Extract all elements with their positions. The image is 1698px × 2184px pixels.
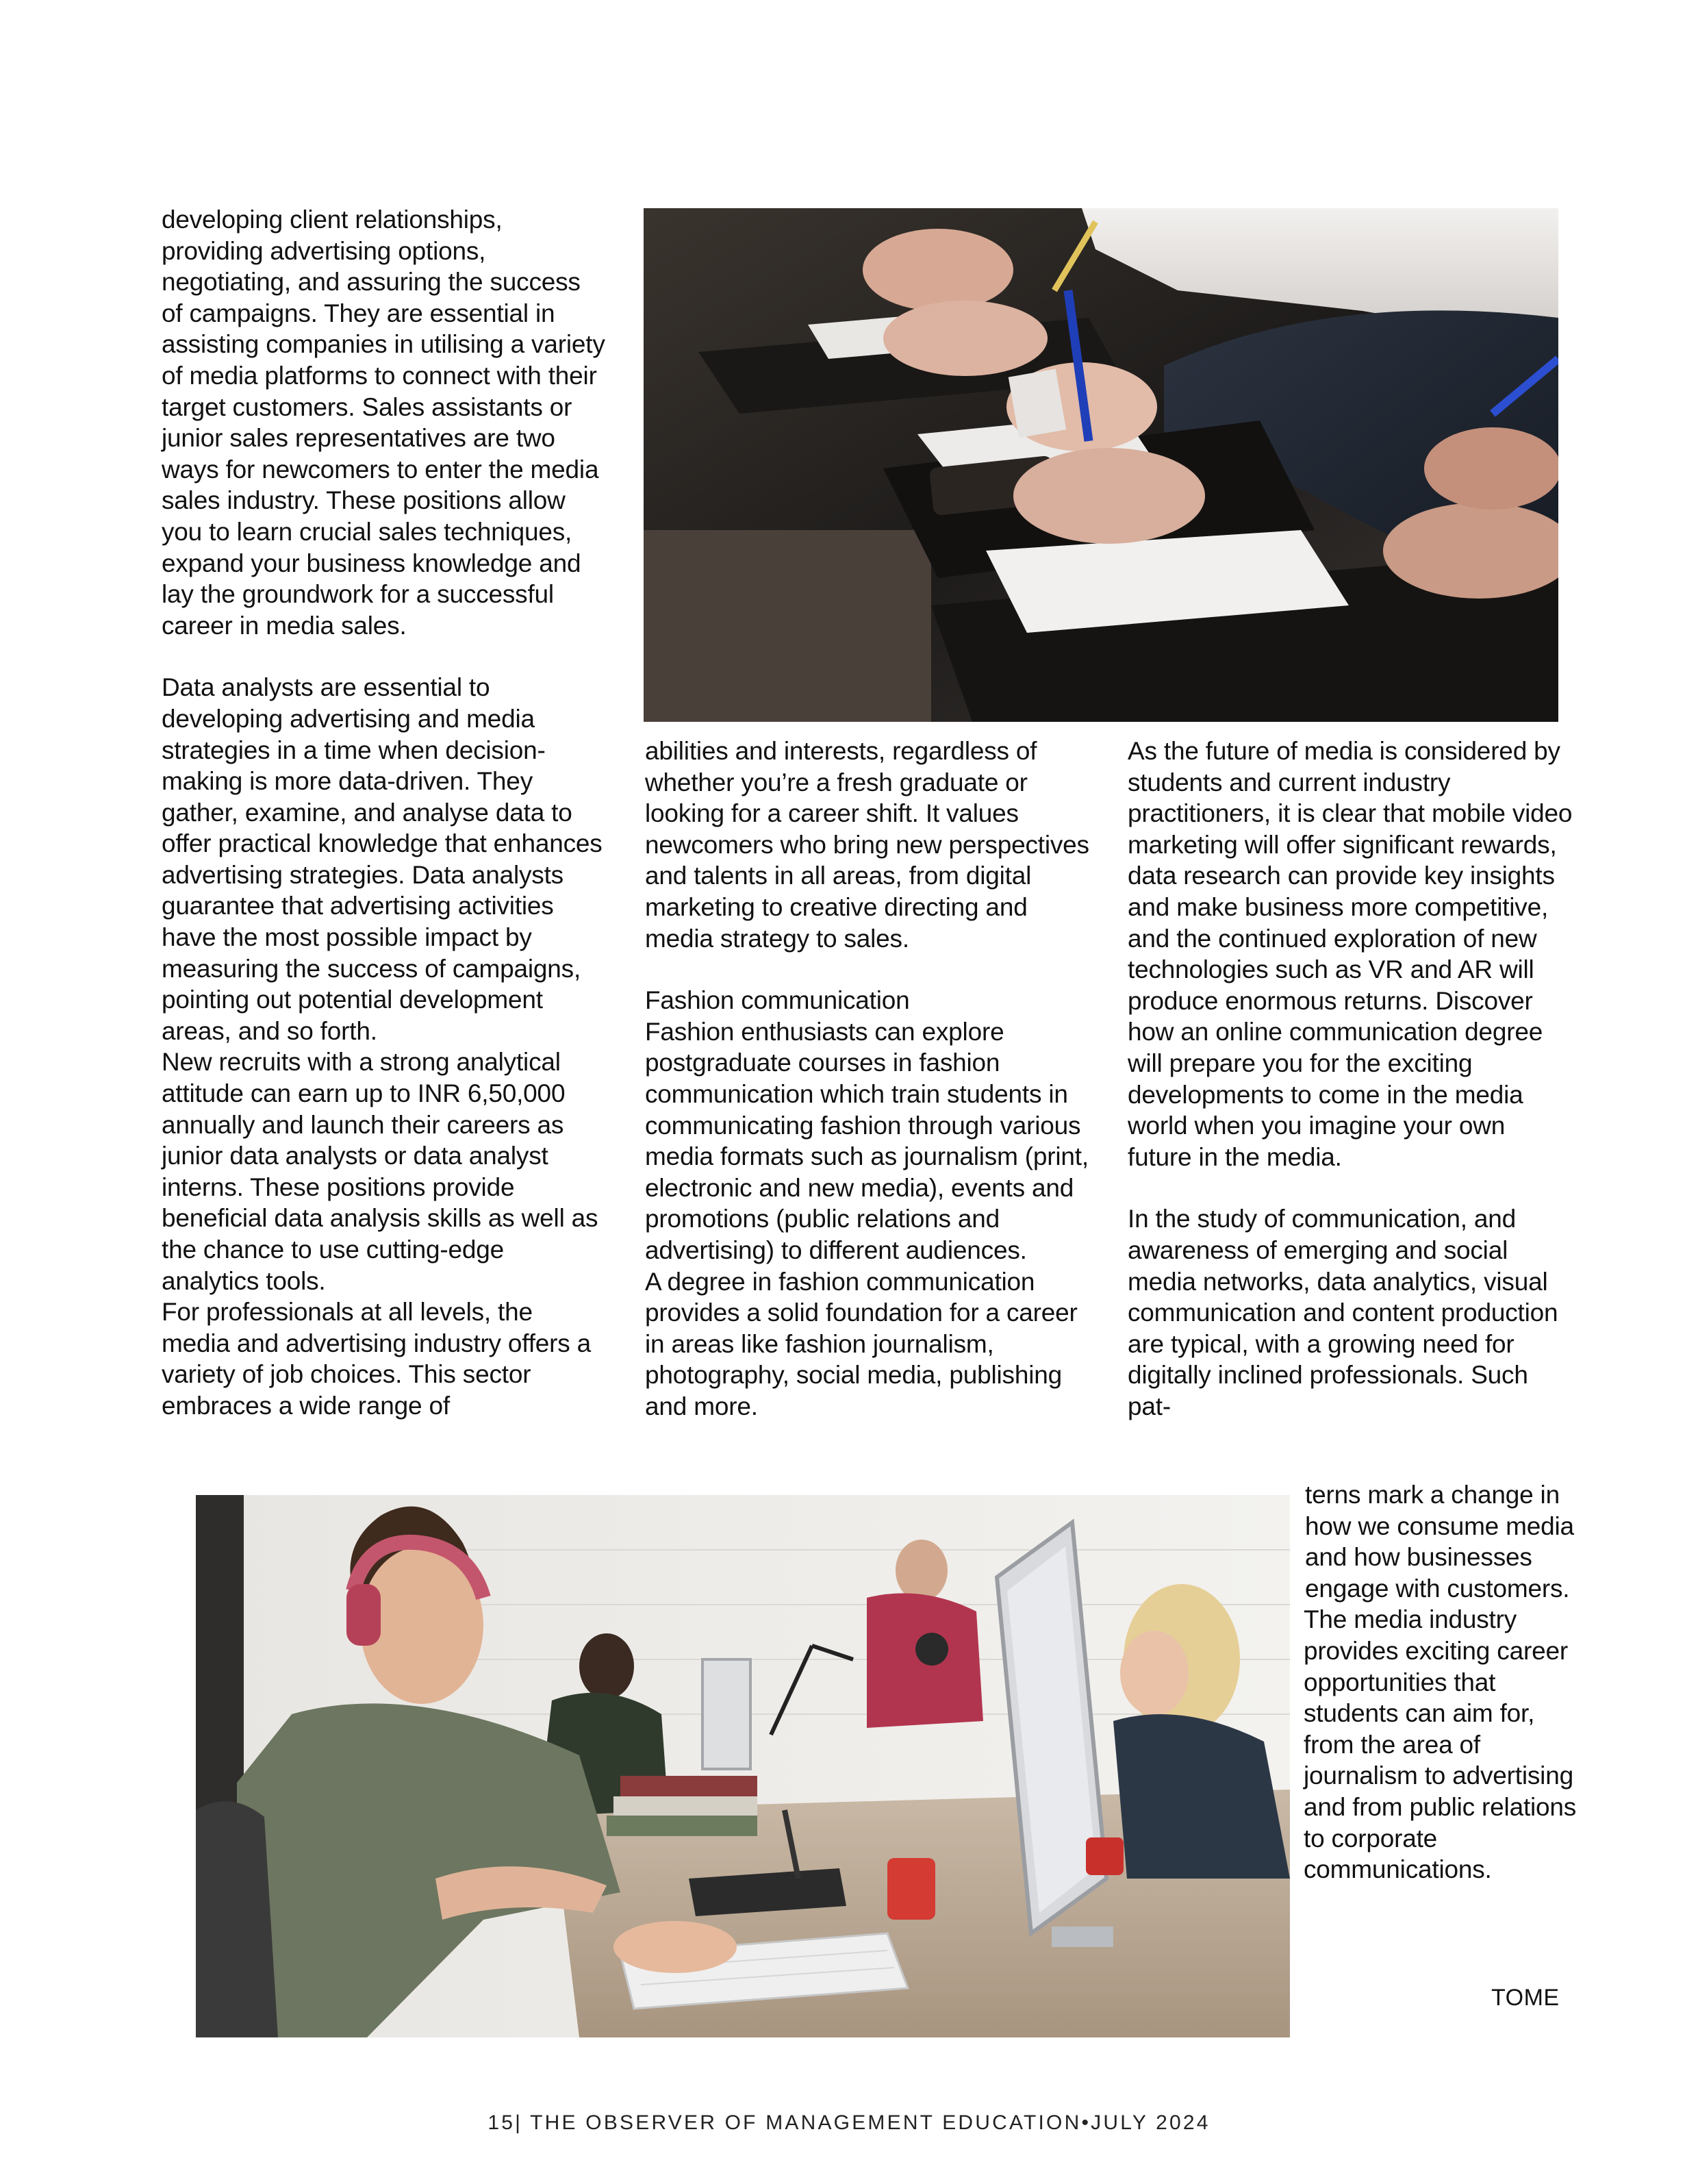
paragraph: Fashion enthusiasts can explore postgraduate courses in fashion communication which train students in communicating fashion through various media formats such as journalism (print, electronic and new media), events and promotions (public relations and advertising) to different audiences. (645, 1017, 1089, 1264)
page-number: 15 (487, 2111, 516, 2134)
footer-separator: | (515, 2111, 531, 2134)
paragraph: developing client relationships, providing advertising options, negotiating, and assuring the success of campaigns. They are essential in assisting companies in utilising a variety of media platforms to connect with their target customers. Sales assistants or junior sales representatives are two ways for newcomers to enter the media sales industry. These positions allow you to learn crucial sales techniques, expand your business knowledge and lay the groundwork for a successful career in media sales. (162, 205, 605, 640)
paragraph: Data analysts are essential to developing advertising and media strategies in a time when decision-making is more data-driven. They gather, examine, and analyse data to offer practical knowledge that enhances advertising strategies. Data analysts guarantee that advertising activities have the most possible impact by measuring the success of campaigns, pointing out potential development areas, and so forth. (162, 673, 603, 1045)
photo-students-writing (644, 208, 1558, 722)
photo-office-workers (196, 1495, 1290, 2037)
paragraph: New recruits with a strong analytical attitude can earn up to INR 6,50,000 annually and launch their careers as junior data analysts or data analyst interns. These positions provide beneficial data analysis skills as well as the chance to use cutting-edge analytics tools. (162, 1048, 598, 1295)
section-heading: Fashion communication (645, 986, 910, 1015)
paragraph: In the study of communication, and awareness of emerging and social media networks, data analytics, visual communication and content production are typical, with a growing need for digitally inclined professionals. Such pat- (1128, 1205, 1558, 1420)
article-column-3 (1128, 736, 1573, 1422)
author-signature: TOME (1491, 1985, 1560, 2011)
page-footer (0, 2111, 1698, 2135)
publication-info: THE OBSERVER OF MANAGEMENT EDUCATION•JULY 2024 (530, 2111, 1211, 2134)
photo-office-workers-illustration (196, 1495, 1290, 2037)
article-column-1 (162, 204, 607, 1422)
paragraph: For professionals at all levels, the media and advertising industry offers a variety of job choices. This sector embraces a wide range of (162, 1298, 592, 1420)
paragraph: A degree in fashion communication provides a solid foundation for a career in areas like fashion journalism, photography, social media, publishing and more. (645, 1267, 1078, 1420)
article-column-2 (645, 736, 1097, 1422)
paragraph: terns mark a change in how we consume media and how businesses engage with customers. (1305, 1481, 1574, 1603)
paragraph: The media industry provides exciting career opportunities that students can aim for, from the area of journalism to advertising and from public relations to corporate communications. (1304, 1605, 1577, 1884)
photo-students-writing-illustration (644, 208, 1558, 722)
article-column-3-continued (1305, 1479, 1579, 1885)
paragraph: As the future of media is considered by students and current industry practitioners, it is clear that mobile video marketing will offer significant rewards, data research can provide key insights and make business more competitive, and the continued exploration of new technologies such as VR and AR will produce enormous returns. Discover how an online communication degree will prepare you for the exciting developments to come in the media world when you imagine your own future in the media. (1128, 737, 1573, 1171)
paragraph: abilities and interests, regardless of whether you’re a fresh graduate or looking for a career shift. It values newcomers who bring new perspectives and talents in all areas, from digital marketing to creative directing and media strategy to sales. (645, 737, 1089, 953)
